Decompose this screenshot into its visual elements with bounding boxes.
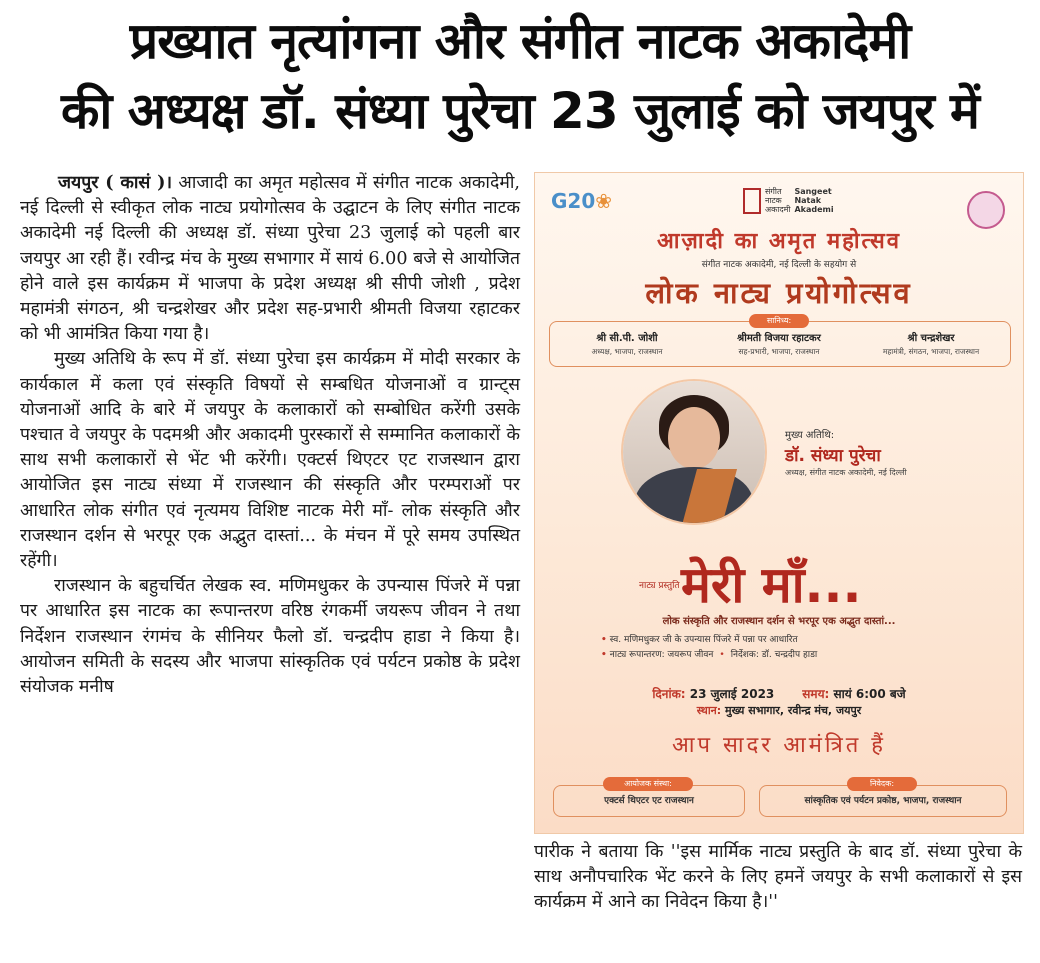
detail-novel: स्व. मणिमधुकर जी के उपन्यास पिंजरे में पन्ना पर आधारित [609,635,798,645]
organizer-label: आयोजक संस्था: [603,777,693,791]
paragraph-1-text: आजादी का अमृत महोत्सव में संगीत नाटक अकादेमी, नई दिल्ली से स्वीकृत लोक नाट्य प्रयोगोत्सव के उद्घाटन के लिए संगीत नाटक अकादेमी नई दिल्ली की अध्यक्ष डॉ. संध्या पुरेचा 23 जुलाई को पहली बार जयपुर आ रही हैं। रवीन्द्र मंच के मुख्य सभागार में सायं 6.00 बजे से आयोजित होने वाले इस कार्यक्रम में भाजपा के प्रदेश अध्यक्ष श्री सीपी जोशी , प्रदेश महामंत्री संगठन, श्री चन्द्रशेखर और प्रदेश सह-प्रभारी श्रीमती विजया रहाटकर को भी आमंत्रित किया गया है। [20,173,520,345]
venue-line: स्थान: मुख्य सभागार, रवीन्द्र मंच, जयपुर [696,704,862,717]
article-left-column [20,170,520,700]
detail-adaptation: नाट्य रूपान्तरण: जयरूप जीवन [609,650,714,660]
saanidhya-label: सानिध्य: [749,314,809,328]
article-right-column [534,840,1022,916]
article-paragraph-4: पारीक ने बताया कि ''इस मार्मिक नाट्य प्रस्तुति के बाद डॉ. संध्या पुरेचा के साथ अनौपचारिक भेंट करने के लिए हमनें जयपुर के सभी कलाकारों से इस कार्यक्रम में आने का निवेदन किया है।'' [534,842,1022,913]
g20-logo: G20❀ [551,189,613,213]
event-time: सायं 6:00 बजे [833,687,906,701]
play-details: • स्व. मणिमधुकर जी के उपन्यास पिंजरे में पन्ना पर आधारित • नाट्य रूपान्तरण: जयरूप जीवन • निर्देशक: डॉ. चन्द्रदीप हाडा [601,635,818,660]
event-venue: मुख्य सभागार, रवीन्द्र मंच, जयपुर [725,704,862,717]
headline-line-2: की अध्यक्ष डॉ. संध्या पुरेचा 23 जुलाई को जयपुर में [61,82,979,140]
headline [0,6,1040,146]
organizer-box: एक्टर्स थिएटर एट राजस्थान [553,785,745,817]
article-paragraph-3: राजस्थान के बहुचर्चित लेखक स्व. मणिमधुकर के उपन्यास पिंजरे में पन्ना पर आधारित इस नाटक का रूपान्तरण वरिष्ठ रंगकर्मी जयरूप जीवन ने तथा निर्देशन राजस्थान रंगमंच के सीनियर फैलो डॉ. चन्द्रदीप हाडा ने किया है। आयोजन समिती के सदस्य और भाजपा सांस्कृतिक एवं पर्यटन प्रकोष्ठ के प्रदेश संयोजक मनीष [20,576,520,698]
article-paragraph-1 [20,170,520,347]
azadi-heading: आज़ादी का अमृत महोत्सव [657,229,901,254]
azadi-amrit-mahotsav-badge-icon [967,191,1005,229]
poster-subtitle: संगीत नाटक अकादेमी, नई दिल्ली के सहयोग से [701,260,857,270]
sna-logo-icon [743,188,761,214]
chief-guest-label: मुख्य अतिथि: [785,430,835,441]
natya-prastuti-label: नाट्य प्रस्तुति [639,581,680,591]
guest-2: श्रीमती विजया रहाटकर सह-प्रभारी, भाजपा, राजस्थान [737,333,821,356]
article-paragraph-2: मुख्य अतिथि के रूप में डॉ. संध्या पुरेचा इस कार्यक्रम में मोदी सरकार के कार्यकाल में कला एवं संस्कृति विषयों से सम्बधित योजनाओं व ग्रान्ट्स योजनाओं आदि के बारे में जयपुर के कलाकारों को सम्बोधित करेंगी उसके पश्चात वे जयपुर के पदमश्री और अकादमी पुरस्कारों से सम्मानित कलाकारों के साथ सभी कलाकारों से भेंट भी करेंगी। एक्टर्स थिएटर एट राजस्थान द्वारा आयोजित इस नाट्य संध्या में राजस्थान की संस्कृति और परम्पराओं पर आधारित लोक संगीत एवं नृत्यमय विशिष्ट नाटक मेरी माँ- लोक संस्कृति और राजस्थान दर्शन से भरपूर एक अद्भुत दास्तां... के मंचन में पूरे समय उपस्थित रहेंगी। [20,349,520,572]
headline-line-1: प्रख्यात नृत्यांगना और संगीत नाटक अकादेमी [129,12,911,70]
invitation-line: आप सादर आमंत्रित हैं [672,733,886,758]
chief-guest-role: अध्यक्ष, संगीत नाटक अकादेमी, नई दिल्ली [785,468,907,477]
dateline: जयपुर ( कासं )। [58,172,173,193]
chief-guest-photo [621,379,767,525]
requester-label: निवेदक: [847,777,917,791]
invitation-poster [534,172,1024,834]
poster-title: लोक नाट्य प्रयोगोत्सव [645,276,913,310]
guest-3: श्री चन्द्रशेखर महामंत्री, संगठन, भाजपा, राजस्थान [882,333,980,356]
date-time-line: दिनांक: 23 जुलाई 2023 समय: सायं 6:00 बजे [652,687,906,701]
requester-box: सांस्कृतिक एवं पर्यटन प्रकोष्ठ, भाजपा, राजस्थान [759,785,1007,817]
chief-guest-name: डॉ. संध्या पुरेचा [785,446,881,466]
play-title: मेरी माँ... [681,556,862,614]
event-date: 23 जुलाई 2023 [689,687,775,701]
play-tagline: लोक संस्कृति और राजस्थान दर्शन से भरपूर एक अद्भुत दास्तां... [662,616,896,627]
guest-1: श्री सी.पी. जोशी अध्यक्ष, भाजपा, राजस्थान [591,333,663,356]
sangeet-natak-akademi-logo: संगीत नाटक अकादमीSangeet Natak Akademi [743,187,838,214]
detail-director: निर्देशक: डॉ. चन्द्रदीप हाडा [730,650,818,660]
